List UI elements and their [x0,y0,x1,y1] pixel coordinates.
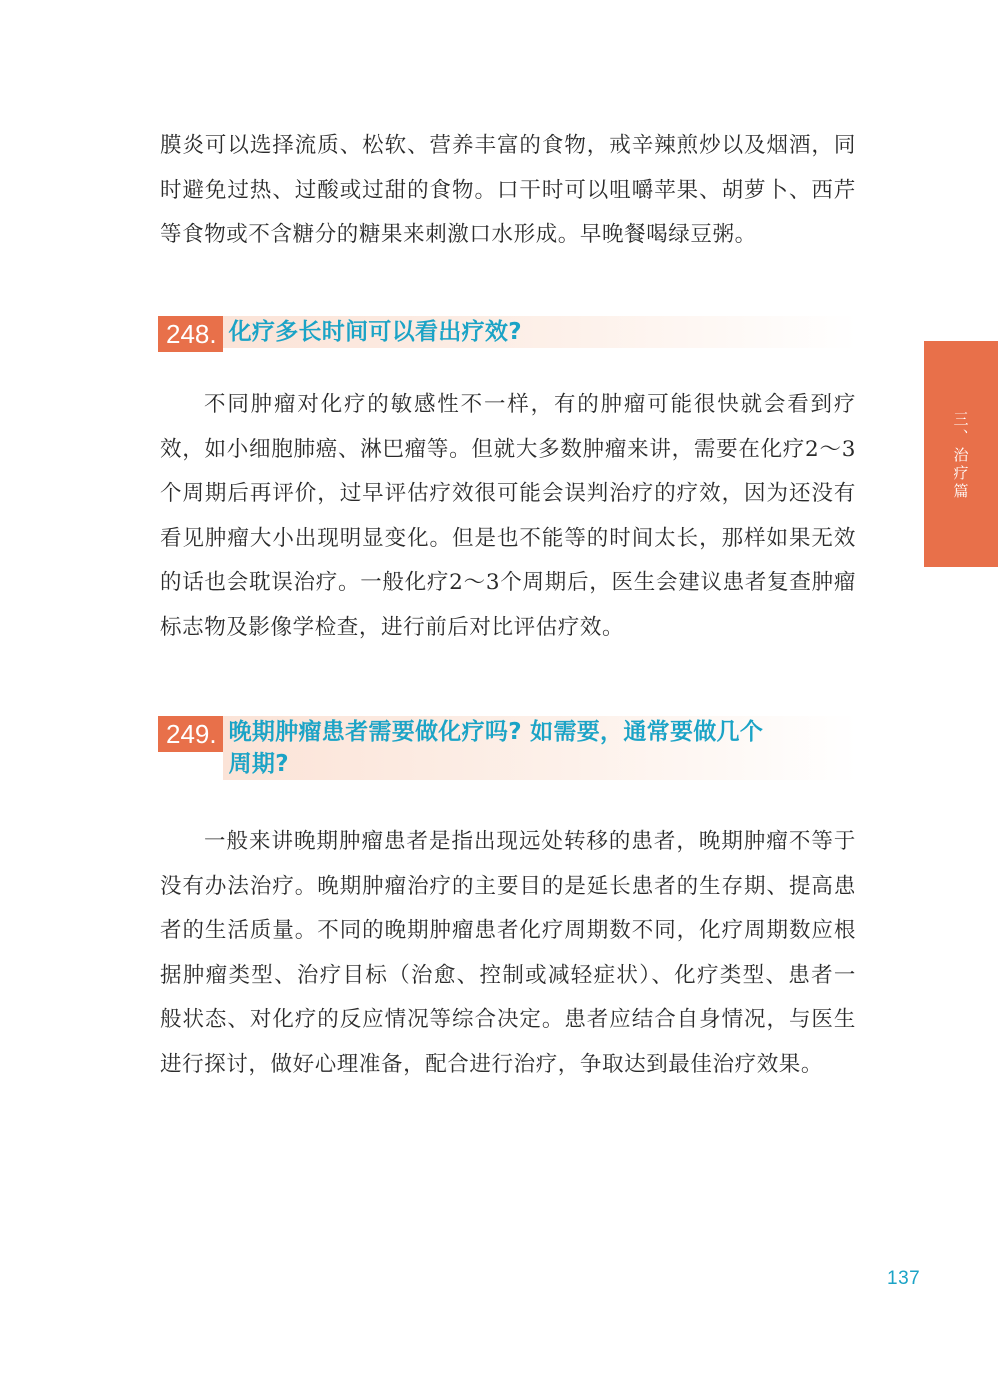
section-paragraph: 不同肿瘤对化疗的敏感性不一样，有的肿瘤可能很快就会看到疗效，如小细胞肺癌、淋巴瘤等。但就大多数肿瘤来讲，需要在化疗2～3个周期后再评价，过早评估疗效很可能会误判治疗的疗效，因为还没有看见肿瘤大小出现明显变化。但是也不能等的时间太长，那样如果无效的话也会耽误治疗。一般化疗2～3个周期后，医生会建议患者复查肿瘤标志物及影像学检查，进行前后对比评估疗效。 [160,392,856,640]
section-title-line-1: 晚期肿瘤患者需要做化疗吗? 如需要，通常要做几个 [228,719,764,745]
section-249-heading [158,716,858,780]
heading-title-band [223,716,858,780]
heading-title-band [223,316,858,348]
section-249-body [160,820,856,1087]
intro-text-block [160,124,856,258]
page-number: 137 [887,1268,921,1289]
section-title: 化疗多长时间可以看出疗效? [228,319,522,345]
section-248-body [160,383,856,650]
section-number: 248. [158,316,223,352]
section-paragraph: 一般来讲晚期肿瘤患者是指出现远处转移的患者，晚期肿瘤不等于没有办法治疗。晚期肿瘤治疗的主要目的是延长患者的生存期、提高患者的生活质量。不同的晚期肿瘤患者化疗周期数不同，化疗周期数应根据肿瘤类型、治疗目标（治愈、控制或减轻症状）、化疗类型、患者一般状态、对化疗的反应情况等综合决定。患者应结合自身情况，与医生进行探讨，做好心理准备，配合进行治疗，争取达到最佳治疗效果。 [160,829,856,1077]
intro-paragraph: 膜炎可以选择流质、松软、营养丰富的食物，戒辛辣煎炒以及烟酒，同时避免过热、过酸或过甜的食物。口干时可以咀嚼苹果、胡萝卜、西芹等食物或不含糖分的糖果来刺激口水形成。早晚餐喝绿豆粥。 [160,133,856,247]
chapter-side-tab [924,341,998,567]
chapter-tab-label: 三、治疗篇 [951,411,970,501]
section-248-heading [158,316,858,352]
section-title-line-2: 周期? [228,751,289,777]
section-number: 249. [158,716,223,752]
